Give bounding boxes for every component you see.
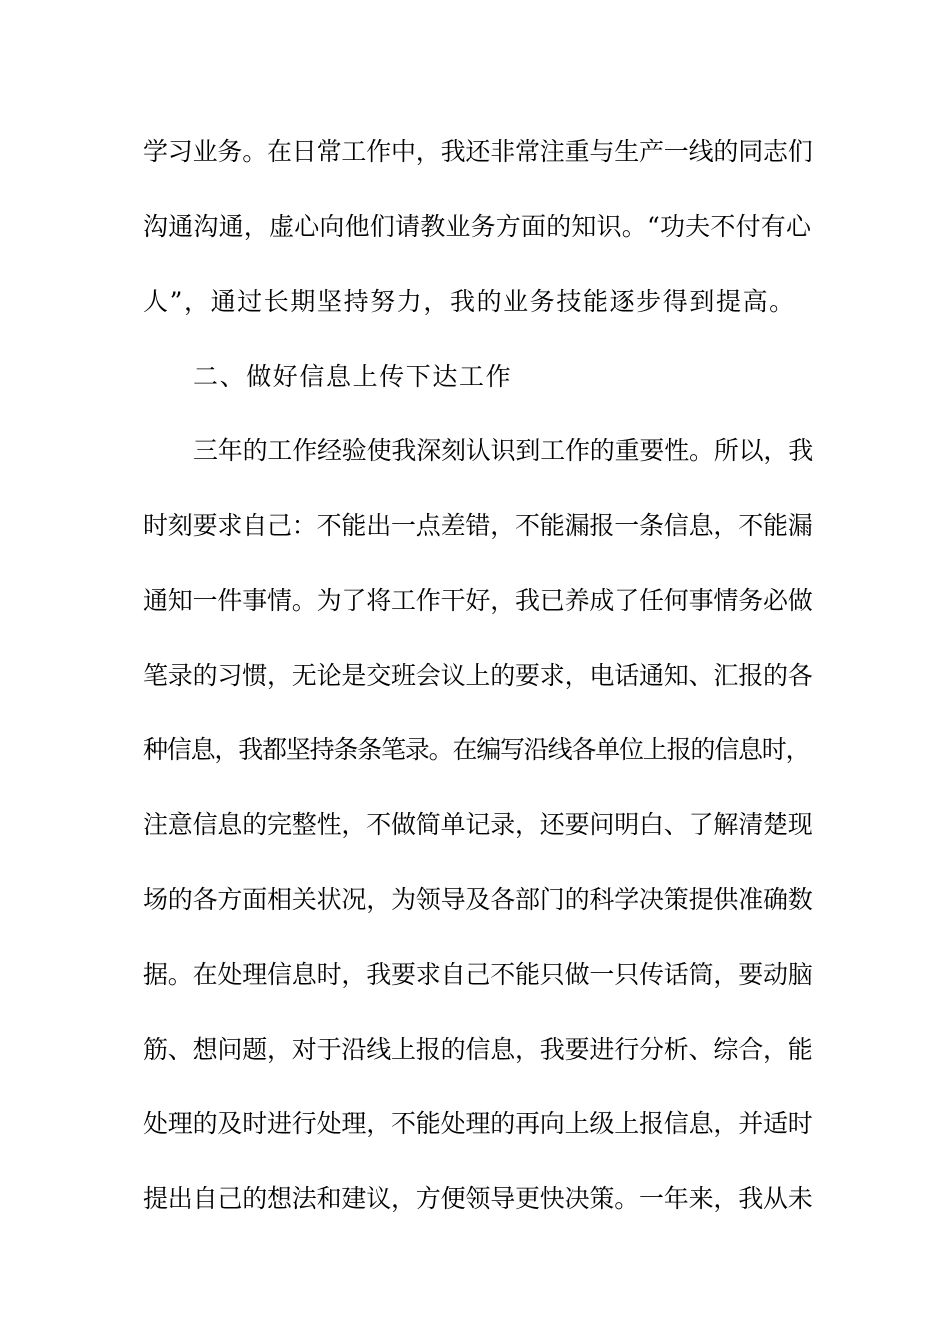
text-line: 据。在处理信息时，我要求自己不能只做一只传话筒，要动脑 xyxy=(143,960,813,989)
text-line: 人”，通过长期坚持努力，我的业务技能逐步得到提高。 xyxy=(143,287,796,316)
text-line: 筋、想问题，对于沿线上报的信息，我要进行分析、综合，能 xyxy=(143,1035,813,1064)
text-line: 处理的及时进行处理，不能处理的再向上级上报信息，并适时 xyxy=(143,1109,813,1138)
text-line: 注意信息的完整性，不做简单记录，还要问明白、了解清楚现 xyxy=(143,810,813,839)
text-line: 学习业务。在日常工作中，我还非常注重与生产一线的同志们 xyxy=(143,137,813,166)
text-line: 通知一件事情。为了将工作干好，我已养成了任何事情务必做 xyxy=(143,586,813,615)
section-heading: 二、做好信息上传下达工作 xyxy=(193,362,513,391)
text-line: 沟通沟通，虚心向他们请教业务方面的知识。“功夫不付有心 xyxy=(143,212,812,241)
text-line: 三年的工作经验使我深刻认识到工作的重要性。所以，我 xyxy=(193,436,814,465)
text-line: 笔录的习惯，无论是交班会议上的要求，电话通知、汇报的各 xyxy=(143,661,813,690)
text-line: 时刻要求自己：不能出一点差错，不能漏报一条信息，不能漏 xyxy=(143,511,813,540)
text-line: 种信息，我都坚持条条笔录。在编写沿线各单位上报的信息时， xyxy=(143,735,810,764)
text-line: 提出自己的想法和建议，方便领导更快决策。一年来，我从未 xyxy=(143,1184,813,1213)
text-line: 场的各方面相关状况，为领导及各部门的科学决策提供准确数 xyxy=(143,885,813,914)
